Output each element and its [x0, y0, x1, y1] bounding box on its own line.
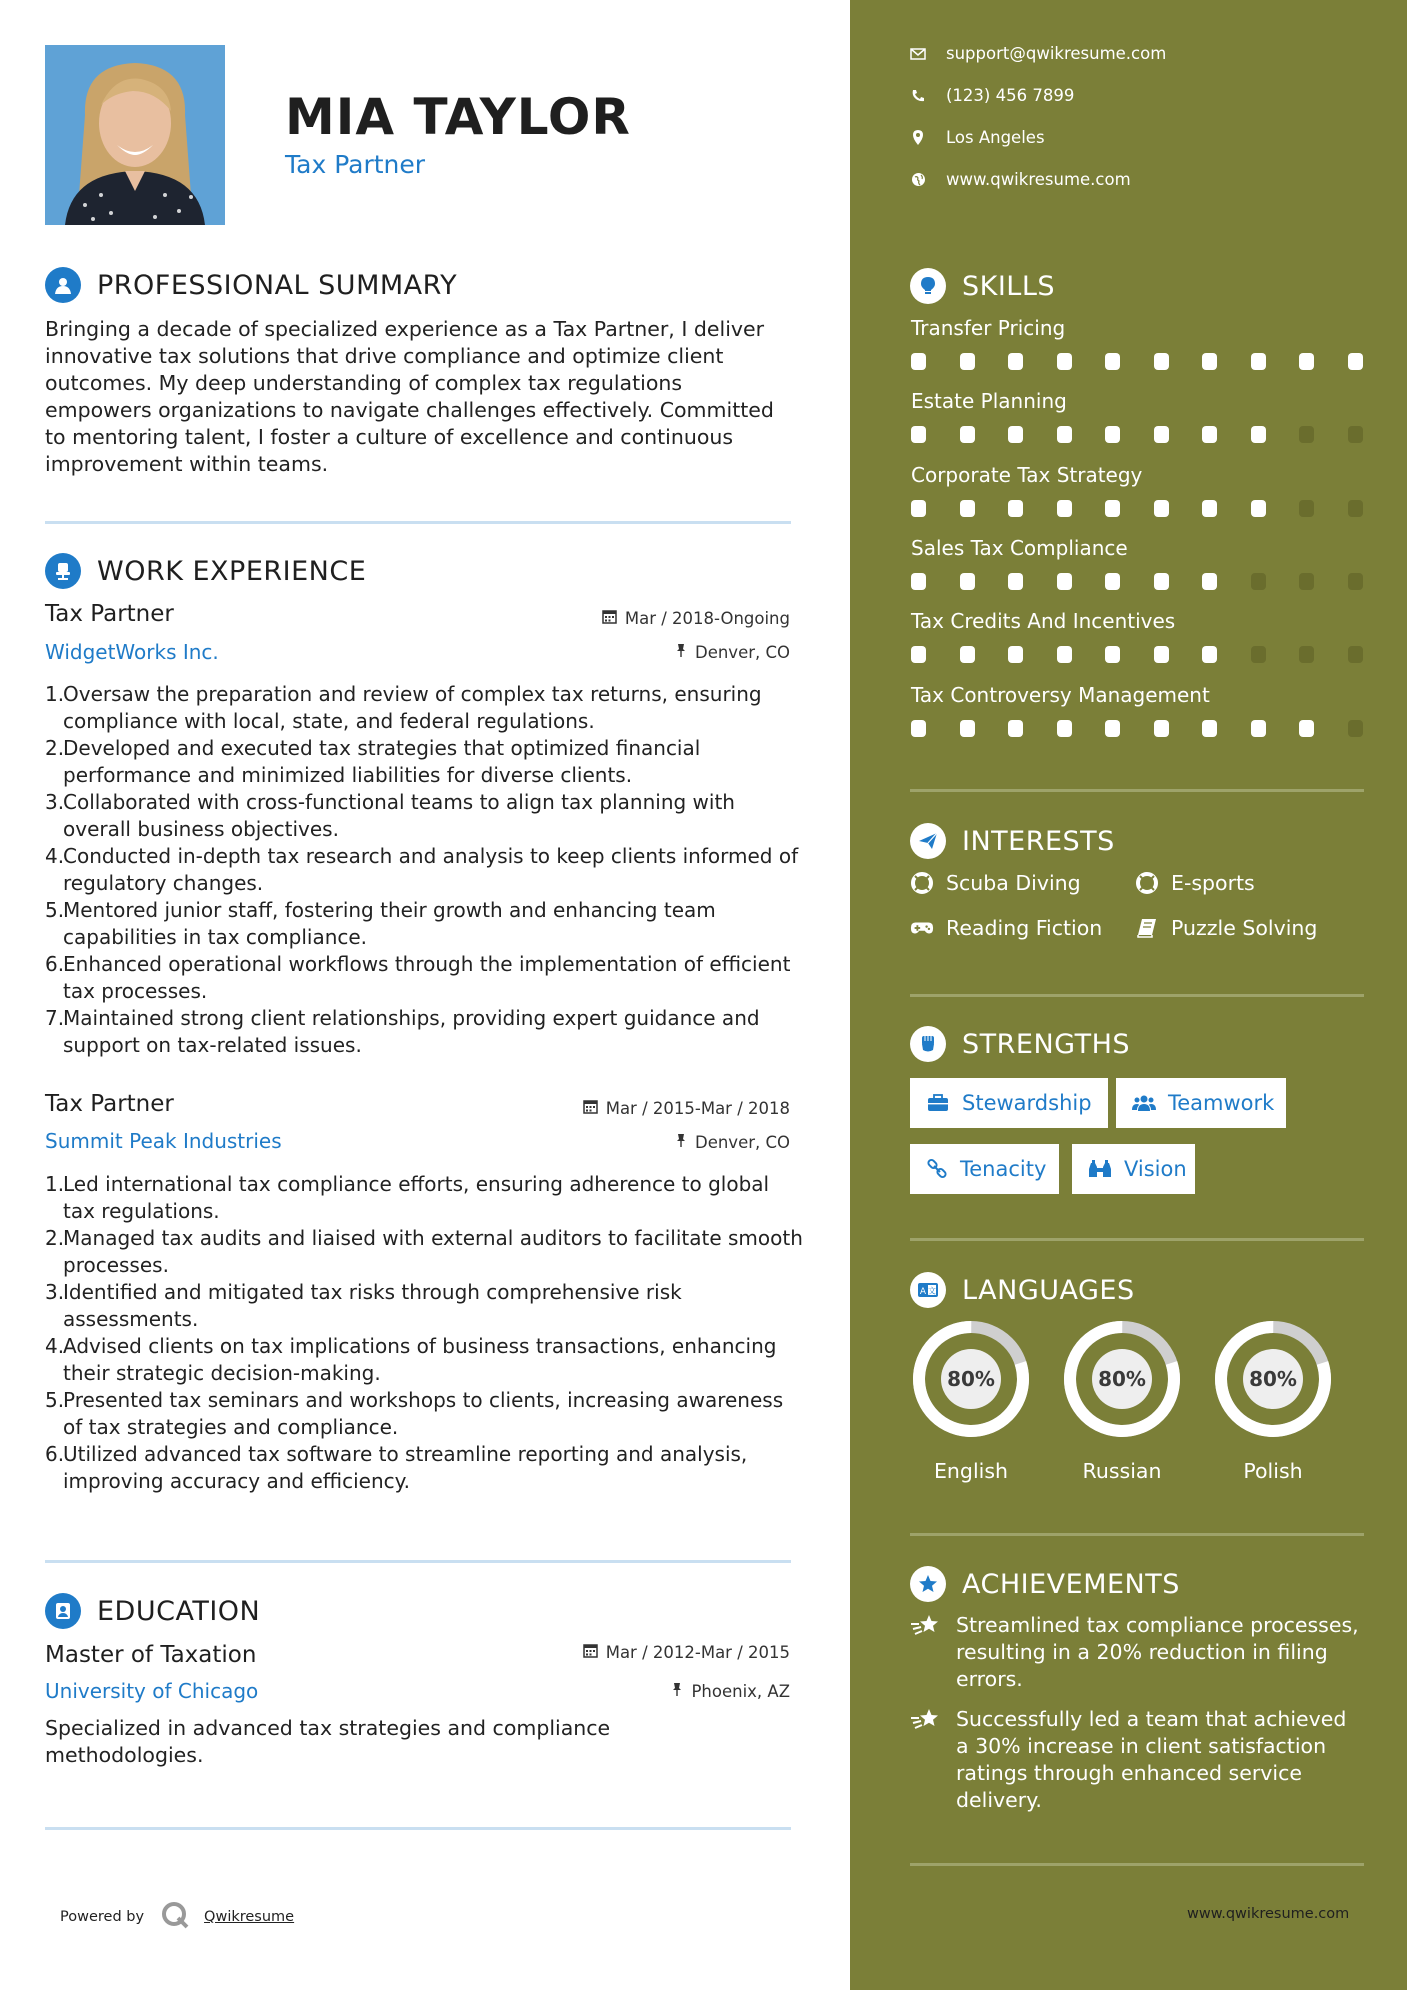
strength-chip [1072, 1144, 1195, 1194]
skill-dot [1202, 646, 1217, 663]
interest-item [910, 871, 1081, 895]
divider [910, 1863, 1364, 1866]
skill-dot [1008, 720, 1023, 737]
skill-dot [911, 500, 926, 517]
profile-photo [45, 45, 225, 225]
education-dates [583, 1643, 790, 1662]
education-title: EDUCATION [97, 1595, 261, 1627]
interest-label: Scuba Diving [946, 871, 1081, 895]
chair-icon [45, 553, 81, 589]
powered-by-text: Powered by [60, 1909, 145, 1925]
skill-dot [1299, 353, 1314, 370]
translate-icon [910, 1272, 946, 1308]
job-location [675, 1133, 790, 1152]
skill-dot [1299, 646, 1314, 663]
education-text: Specialized in advanced tax strategies and compliance methodologies. [45, 1716, 611, 1767]
skill-dot [1105, 426, 1120, 443]
skill-dot [1348, 573, 1363, 590]
list-item: 3. Collaborated with cross-functional teams to align tax planning with overall business objectives. [45, 790, 735, 841]
contact-email[interactable] [910, 44, 1166, 63]
language-item [1211, 1317, 1335, 1483]
skill-dot [1299, 720, 1314, 737]
skill-dot [911, 720, 926, 737]
briefcase-icon [926, 1092, 950, 1114]
skill-rating [911, 720, 1396, 737]
skill-dot [911, 426, 926, 443]
envelope-icon [910, 46, 926, 62]
skill-dot [1251, 353, 1266, 370]
school-name: University of Chicago [45, 1679, 259, 1703]
skill-dot [960, 573, 975, 590]
language-progress-ring [1211, 1317, 1335, 1441]
strength-chip [910, 1144, 1059, 1194]
paper-plane-icon [910, 823, 946, 859]
link-icon [926, 1158, 948, 1180]
pin-icon [671, 1682, 683, 1701]
contact-phone-text: (123) 456 7899 [946, 86, 1075, 105]
job-location-text: Denver, CO [694, 1133, 790, 1152]
shooting-star-icon [910, 1612, 942, 1638]
skill-dot [1348, 353, 1363, 370]
skill-dot [1154, 426, 1169, 443]
list-item: 1. Oversaw the preparation and review of complex tax returns, ensuring compliance with local, state, and federal regulations. [45, 682, 762, 733]
skill-dot [911, 353, 926, 370]
company-name: WidgetWorks Inc. [45, 640, 219, 664]
skill-rating [911, 426, 1396, 443]
skill-dot [960, 353, 975, 370]
skill-dot [1202, 573, 1217, 590]
interest-item [1135, 871, 1255, 895]
strength-label: Stewardship [962, 1091, 1092, 1115]
skill-dot [1057, 573, 1072, 590]
skill-dot [1202, 426, 1217, 443]
language-progress-ring [909, 1317, 1033, 1441]
skill-rating [911, 353, 1396, 370]
language-name: English [933, 1459, 1009, 1483]
skill-dot [1008, 353, 1023, 370]
interest-item [910, 916, 1102, 940]
list-item: 6. Utilized advanced tax software to streamline reporting and analysis, improving accuracy and efficiency. [45, 1442, 748, 1493]
achievement-item [910, 1612, 1364, 1693]
skill-dot [1057, 353, 1072, 370]
star-badge-icon [910, 1566, 946, 1602]
divider [910, 1238, 1364, 1241]
phone-icon [910, 88, 926, 104]
language-name: Russian [1082, 1459, 1162, 1483]
skill-label: Estate Planning [911, 389, 1067, 413]
skill-dot [1008, 646, 1023, 663]
skill-dot [1348, 500, 1363, 517]
users-icon [1132, 1092, 1156, 1114]
divider [45, 1827, 791, 1830]
company-name: Summit Peak Industries [45, 1129, 282, 1153]
achievements-title: ACHIEVEMENTS [962, 1568, 1180, 1600]
skill-dot [1154, 573, 1169, 590]
skill-dot [1299, 500, 1314, 517]
lifebuoy-icon [910, 872, 934, 894]
shooting-star-icon [910, 1706, 942, 1732]
interest-label: Reading Fiction [946, 916, 1103, 940]
divider [910, 994, 1364, 997]
divider [910, 789, 1364, 792]
job-location [675, 643, 790, 662]
skill-dot [960, 646, 975, 663]
summary-heading [45, 267, 457, 303]
pin-icon [675, 1133, 687, 1152]
job-dates-text: Mar / 2015-Mar / 2018 [605, 1099, 790, 1118]
list-item: 6. Enhanced operational workflows through the implementation of efficient tax processes. [45, 952, 791, 1003]
list-item: 2. Managed tax audits and liaised with external auditors to facilitate smooth processes. [45, 1226, 803, 1277]
skill-dot [1154, 646, 1169, 663]
powered-by [60, 1900, 294, 1934]
binoculars-icon [1088, 1158, 1112, 1180]
skill-dot [911, 573, 926, 590]
experience-title: WORK EXPERIENCE [97, 555, 367, 587]
skill-dot [1154, 720, 1169, 737]
list-item: 4. Conducted in-depth tax research and analysis to keep clients informed of regulatory changes. [45, 844, 799, 895]
strength-chip [1116, 1078, 1286, 1128]
skill-dot [1202, 720, 1217, 737]
job-duties [45, 681, 805, 1059]
skill-dot [1057, 426, 1072, 443]
skill-dot [1251, 573, 1266, 590]
achievements-heading [910, 1566, 1180, 1602]
divider [45, 1560, 791, 1563]
divider [45, 521, 791, 524]
summary-text: Bringing a decade of specialized experience as a Tax Partner, I deliver innovative tax solutions that drive compliance and optimize client outcomes. My deep understanding of complex tax regulations empowers organizations to navigate challenges effectively. Committed to mentoring talent, I foster a culture of excellence and continuous improvement within teams. [45, 317, 774, 476]
skill-dot [960, 426, 975, 443]
skill-dot [1008, 426, 1023, 443]
skill-dot [1057, 500, 1072, 517]
skill-dot [1105, 353, 1120, 370]
footer-website[interactable]: www.qwikresume.com [1187, 1906, 1350, 1922]
language-percent: 80% [1098, 1367, 1146, 1391]
skill-label: Tax Controversy Management [911, 683, 1210, 707]
skill-dot [960, 720, 975, 737]
list-item: 5. Presented tax seminars and workshops to clients, increasing awareness of tax strategies and compliance. [45, 1388, 784, 1439]
contact-website-text: www.qwikresume.com [946, 170, 1131, 189]
fist-icon [910, 1026, 946, 1062]
language-percent: 80% [947, 1367, 995, 1391]
strength-label: Vision [1124, 1157, 1187, 1181]
strength-label: Tenacity [960, 1157, 1047, 1181]
list-item: 5. Mentored junior staff, fostering their growth and enhancing team capabilities in tax compliance. [45, 898, 716, 949]
qwikresume-logo-icon [160, 1900, 190, 1934]
skill-dot [1299, 426, 1314, 443]
education-heading [45, 1593, 260, 1629]
graduate-icon [45, 1593, 81, 1629]
languages-title: LANGUAGES [962, 1274, 1135, 1306]
pin-icon [675, 643, 687, 662]
job-dates [602, 609, 790, 628]
achievement-item [910, 1706, 1364, 1814]
skill-dot [1348, 426, 1363, 443]
strengths-heading [910, 1026, 1130, 1062]
lifebuoy-icon [1135, 872, 1159, 894]
contact-email-text: support@qwikresume.com [946, 44, 1167, 63]
skills-title: SKILLS [962, 270, 1056, 302]
contact-location-text: Los Angeles [946, 128, 1045, 147]
interest-item [1135, 916, 1317, 940]
skill-dot [1008, 573, 1023, 590]
skill-label: Tax Credits And Incentives [911, 609, 1176, 633]
job-location-text: Denver, CO [694, 643, 790, 662]
lightbulb-icon [910, 268, 946, 304]
language-percent: 80% [1249, 1367, 1297, 1391]
language-item [1060, 1317, 1184, 1483]
list-item: 2. Developed and executed tax strategies that optimized financial performance and minimized liabilities for diverse clients. [45, 736, 701, 787]
education-location-text: Phoenix, AZ [691, 1682, 790, 1701]
skill-dot [1105, 646, 1120, 663]
divider [910, 1533, 1364, 1536]
skill-dot [1251, 426, 1266, 443]
svg-text:文: 文 [928, 1286, 936, 1296]
summary-title: PROFESSIONAL SUMMARY [97, 269, 458, 301]
skill-label: Corporate Tax Strategy [911, 463, 1143, 487]
svg-text:A: A [919, 1287, 927, 1297]
interest-label: E-sports [1171, 871, 1255, 895]
skill-dot [1251, 720, 1266, 737]
job-title: Tax Partner [45, 601, 174, 627]
gamepad-icon [910, 917, 934, 939]
skill-label: Transfer Pricing [911, 316, 1066, 340]
contact-website[interactable] [910, 170, 1131, 189]
skill-dot [1202, 353, 1217, 370]
skill-label: Sales Tax Compliance [911, 536, 1128, 560]
skill-dot [1105, 573, 1120, 590]
candidate-role: Tax Partner [285, 150, 426, 179]
skill-dot [1202, 500, 1217, 517]
map-marker-icon [910, 130, 926, 146]
interests-heading [910, 823, 1115, 859]
skill-dot [1105, 500, 1120, 517]
interest-label: Puzzle Solving [1171, 916, 1318, 940]
skill-dot [1008, 500, 1023, 517]
experience-heading [45, 553, 366, 589]
strength-chip [910, 1078, 1108, 1128]
contact-phone[interactable] [910, 86, 1074, 105]
degree-title: Master of Taxation [45, 1642, 257, 1668]
list-item: 1. Led international tax compliance efforts, ensuring adherence to global tax regulations. [45, 1172, 770, 1223]
languages-heading [910, 1272, 1135, 1308]
language-name: Polish [1243, 1459, 1303, 1483]
skill-dot [1154, 500, 1169, 517]
calendar-icon [583, 1099, 598, 1118]
skill-dot [1251, 646, 1266, 663]
list-item: 4. Advised clients on tax implications of business transactions, enhancing their strategic decision-making. [45, 1334, 777, 1385]
skill-dot [1348, 646, 1363, 663]
achievement-text: Streamlined tax compliance processes, resulting in a 20% reduction in filing errors. [956, 1613, 1359, 1691]
skills-heading [910, 268, 1055, 304]
education-location [671, 1682, 790, 1701]
qwikresume-link[interactable]: Qwikresume [204, 1909, 295, 1925]
job-title: Tax Partner [45, 1091, 174, 1117]
list-item: 3. Identified and mitigated tax risks through comprehensive risk assessments. [45, 1280, 682, 1331]
skill-dot [1154, 353, 1169, 370]
skill-rating [911, 500, 1396, 517]
skill-dot [960, 500, 975, 517]
skill-dot [1057, 646, 1072, 663]
skill-rating [911, 646, 1396, 663]
contact-location [910, 128, 1045, 147]
job-dates [583, 1099, 790, 1118]
candidate-name: MIA TAYLOR [285, 88, 631, 146]
education-dates-text: Mar / 2012-Mar / 2015 [605, 1643, 790, 1662]
calendar-icon [583, 1643, 598, 1662]
skill-dot [1105, 720, 1120, 737]
job-duties [45, 1171, 805, 1495]
language-progress-ring [1060, 1317, 1184, 1441]
user-icon [45, 267, 81, 303]
skill-dot [1057, 720, 1072, 737]
language-item [909, 1317, 1033, 1483]
skill-dot [911, 646, 926, 663]
calendar-icon [602, 609, 617, 628]
interests-title: INTERESTS [962, 825, 1115, 857]
skill-dot [1348, 720, 1363, 737]
skill-rating [911, 573, 1396, 590]
skill-dot [1251, 500, 1266, 517]
list-item: 7. Maintained strong client relationships, providing expert guidance and support on tax-related issues. [45, 1006, 760, 1057]
strengths-title: STRENGTHS [962, 1028, 1131, 1060]
job-dates-text: Mar / 2018-Ongoing [624, 609, 790, 628]
strength-label: Teamwork [1168, 1091, 1275, 1115]
globe-icon [910, 172, 926, 188]
skill-dot [1299, 573, 1314, 590]
book-icon [1135, 917, 1159, 939]
achievement-text: Successfully led a team that achieved a 30% increase in client satisfaction ratings through enhanced service delivery. [956, 1707, 1347, 1812]
